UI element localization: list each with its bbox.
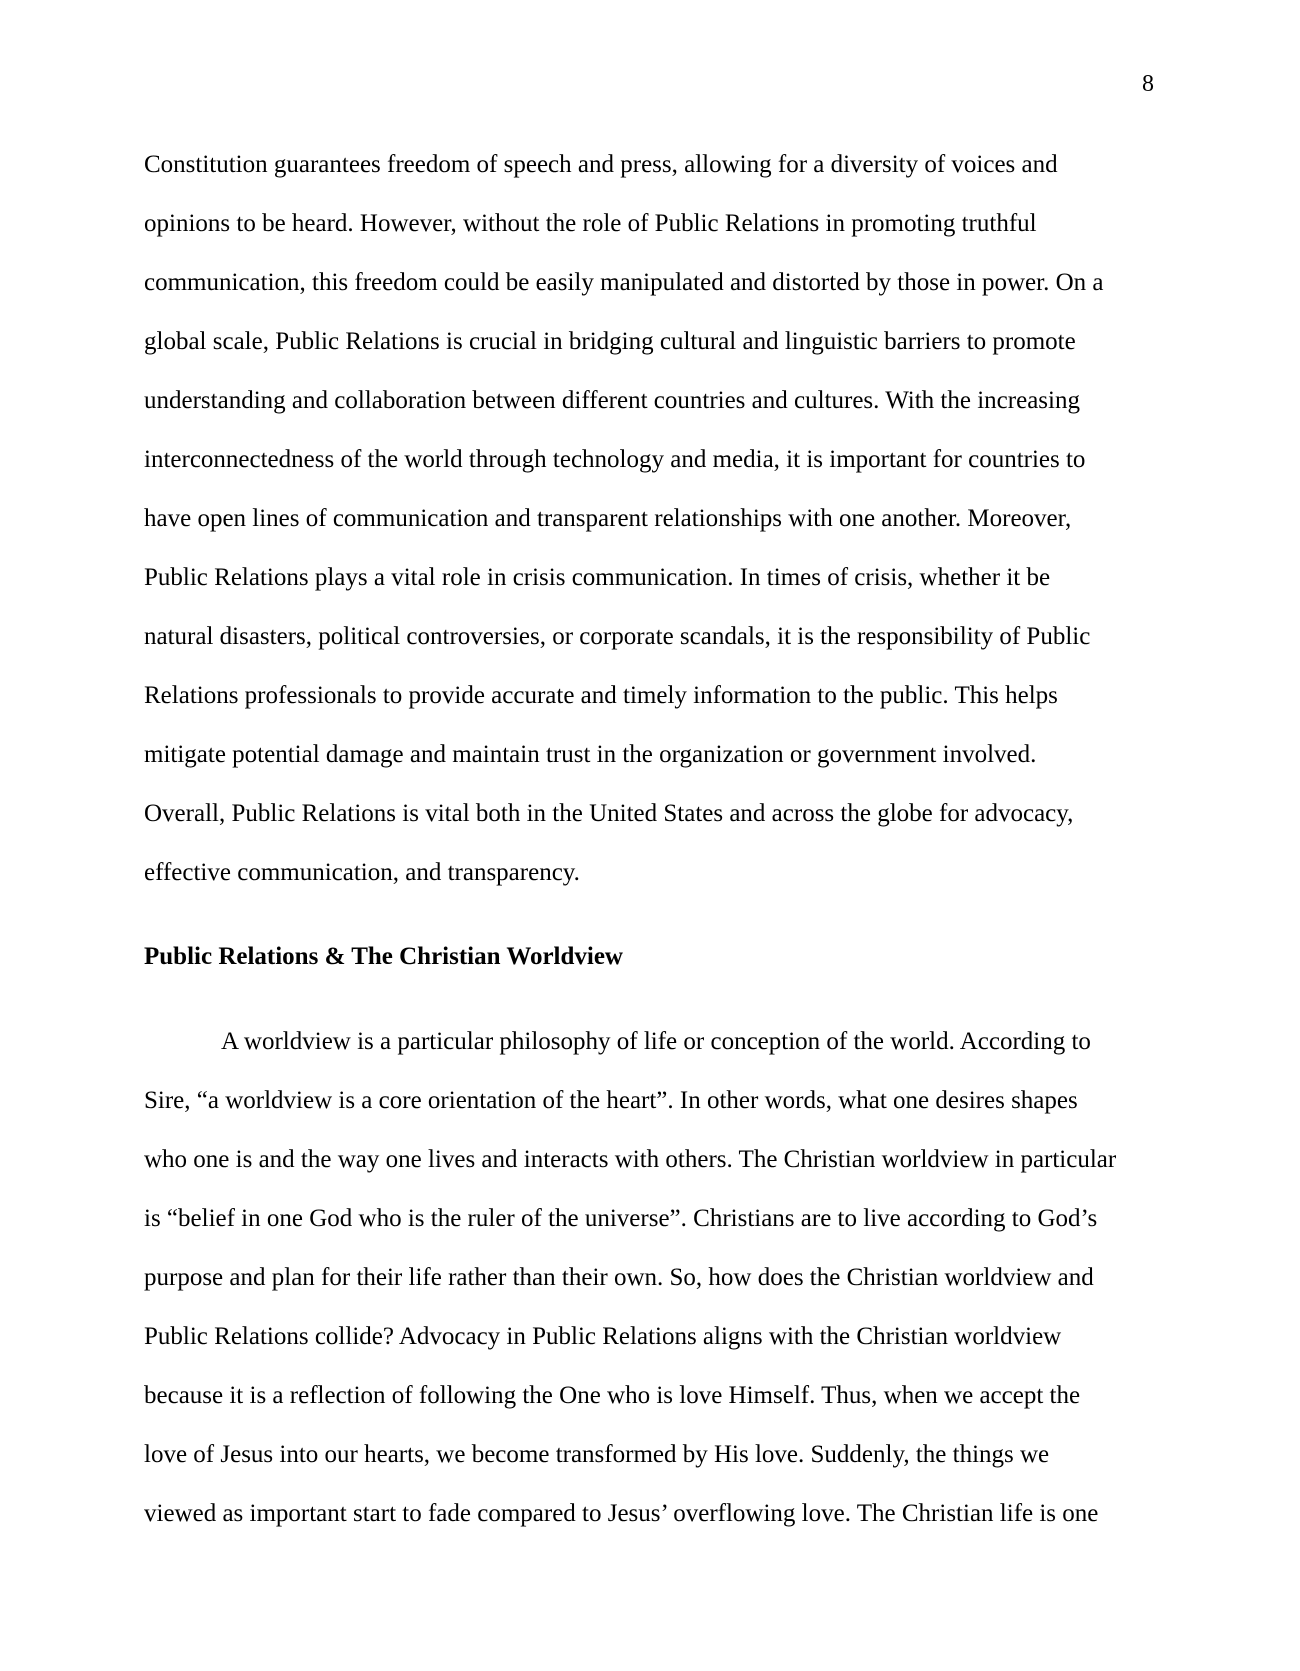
text-line: understanding and collaboration between different countries and cultures. With the increasing [144, 387, 1080, 414]
text-line: viewed as important start to fade compared to Jesus’ overflowing love. The Christian life is one [144, 1500, 1099, 1527]
text-line: Relations professionals to provide accurate and timely information to the public. This helps [144, 682, 1058, 709]
text-line: have open lines of communication and transparent relationships with one another. Moreover, [144, 505, 1072, 532]
text-line: effective communication, and transparency. [144, 859, 580, 886]
text-line: who one is and the way one lives and interacts with others. The Christian worldview in particular [144, 1146, 1117, 1173]
text-line: purpose and plan for their life rather than their own. So, how does the Christian worldview and [144, 1264, 1094, 1291]
text-line: global scale, Public Relations is crucial in bridging cultural and linguistic barriers to promote [144, 328, 1076, 355]
text-line: Constitution guarantees freedom of speech and press, allowing for a diversity of voices and [144, 151, 1058, 178]
section-heading: Public Relations & The Christian Worldview [144, 943, 623, 970]
text-line: because it is a reflection of following the One who is love Himself. Thus, when we accept the [144, 1382, 1081, 1409]
text-line: Overall, Public Relations is vital both in the United States and across the globe for advocacy, [144, 800, 1074, 827]
page-number: 8 [1142, 71, 1154, 97]
text-line: is “belief in one God who is the ruler of the universe”. Christians are to live according to God’s [144, 1205, 1098, 1232]
text-line: opinions to be heard. However, without the role of Public Relations in promoting truthful [144, 210, 1037, 237]
text-line: A worldview is a particular philosophy of life or conception of the world. According to [221, 1028, 1091, 1055]
text-line: communication, this freedom could be easily manipulated and distorted by those in power. On a [144, 269, 1104, 296]
text-line: Public Relations collide? Advocacy in Public Relations aligns with the Christian worldview [144, 1323, 1062, 1350]
text-line: interconnectedness of the world through technology and media, it is important for countries to [144, 446, 1086, 473]
text-line: mitigate potential damage and maintain trust in the organization or government involved. [144, 741, 1037, 768]
text-line: Sire, “a worldview is a core orientation of the heart”. In other words, what one desires shapes [144, 1087, 1078, 1114]
text-line: natural disasters, political controversies, or corporate scandals, it is the responsibility of Public [144, 623, 1091, 650]
text-line: love of Jesus into our hearts, we become transformed by His love. Suddenly, the things we [144, 1441, 1050, 1468]
text-line: Public Relations plays a vital role in crisis communication. In times of crisis, whether it be [144, 564, 1051, 591]
